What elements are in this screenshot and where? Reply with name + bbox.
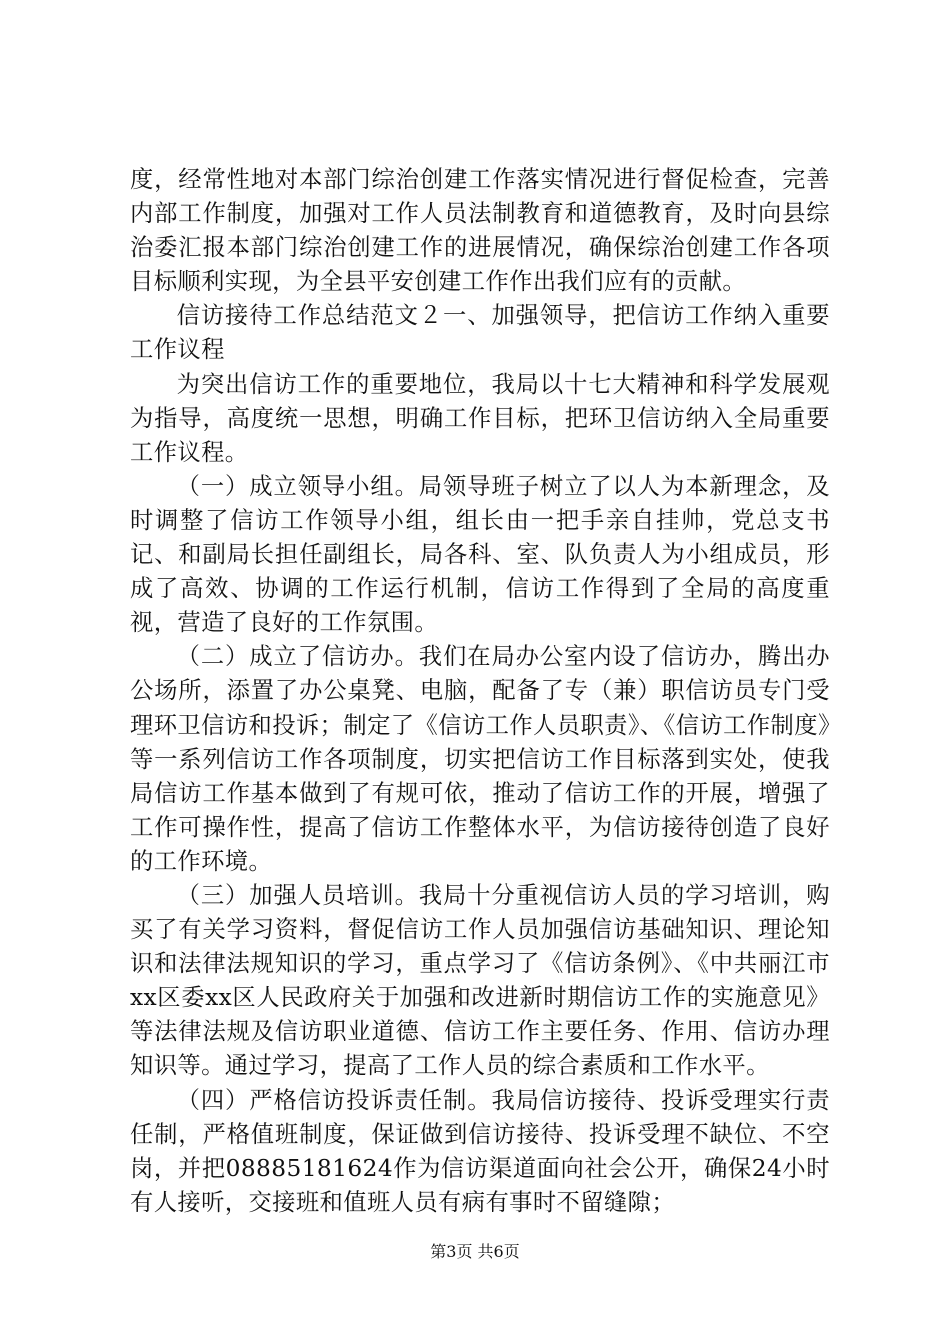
paragraph: （四）严格信访投诉责任制。我局信访接待、投诉受理实行责任制，严格值班制度，保证做到信访接待、投诉受理不缺位、不空岗，并把08885181624作为信访渠道面向社会公开，确保24小时有人接听，交接班和值班人员有病有事时不留缝隙；	[130, 1086, 830, 1216]
paragraph: （一）成立领导小组。局领导班子树立了以人为本新理念，及时调整了信访工作领导小组，组长由一把手亲自挂帅，党总支书记、和副局长担任副组长，局各科、室、队负责人为小组成员，形成了高效、协调的工作运行机制，信访工作得到了全局的高度重视，营造了良好的工作氛围。	[130, 472, 830, 637]
paragraph-heading: 信访接待工作总结范文２一、加强领导，把信访工作纳入重要工作议程	[130, 302, 830, 364]
page-footer: 第3页 共6页	[430, 1242, 520, 1261]
paragraph: 度，经常性地对本部门综治创建工作落实情况进行督促检查，完善内部工作制度，加强对工作人员法制教育和道德教育，及时向县综治委汇报本部门综治创建工作的进展情况，确保综治创建工作各项目标顺利实现，为全县平安创建工作作出我们应有的贡献。	[130, 166, 830, 296]
paragraph: 为突出信访工作的重要地位，我局以十七大精神和科学发展观为指导，高度统一思想，明确工作目标，把环卫信访纳入全局重要工作议程。	[130, 370, 830, 466]
paragraph: （三）加强人员培训。我局十分重视信访人员的学习培训，购买了有关学习资料，督促信访工作人员加强信访基础知识、理论知识和法律法规知识的学习，重点学习了《信访条例》、《中共丽江市xx区委xx区人民政府关于加强和改进新时期信访工作的实施意见》等法律法规及信访职业道德、信访工作主要任务、作用、信访办理知识等。通过学习，提高了工作人员的综合素质和工作水平。	[130, 881, 830, 1080]
paragraph: （二）成立了信访办。我们在局办公室内设了信访办，腾出办公场所，添置了办公桌凳、电脑，配备了专（兼）职信访员专门受理环卫信访和投诉；制定了《信访工作人员职责》、《信访工作制度》等一系列信访工作各项制度，切实把信访工作目标落到实处，使我局信访工作基本做到了有规可依，推动了信访工作的开展，增强了工作可操作性，提高了信访工作整体水平，为信访接待创造了良好的工作环境。	[130, 643, 830, 875]
document-body	[130, 163, 830, 1220]
